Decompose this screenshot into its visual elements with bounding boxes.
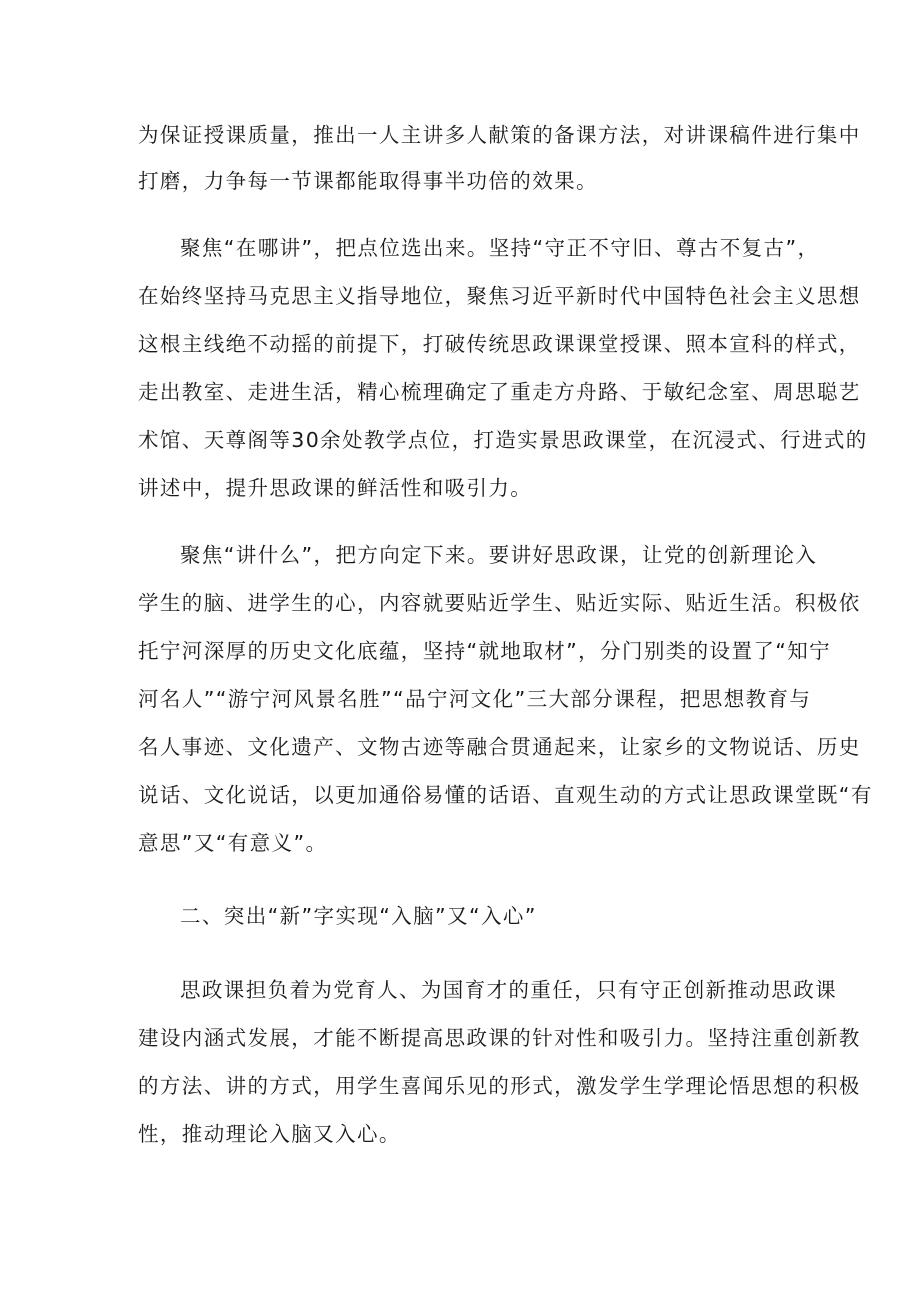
paragraph-1-line-1: 为保证授课质量，推出一人主讲多人献策的备课方法，对讲课稿件进行集中 <box>138 123 861 147</box>
paragraph-3-line-5: 名人事迹、文化遗产、文物古迹等融合贯通起来，让家乡的文物说话、历史 <box>138 735 861 759</box>
paragraph-3-line-6: 说话、文化说话，以更加通俗易懂的话语、直观生动的方式让思政课堂既“有 <box>138 783 873 807</box>
paragraph-3-line-7: 意思”又“有意义”。 <box>138 831 328 855</box>
section-heading: 二、突出“新”字实现“入脑”又“入心” <box>180 904 537 928</box>
paragraph-2-line-5: 术馆、天尊阁等30余处教学点位，打造实景思政课堂，在沉浸式、行进式的 <box>138 428 868 452</box>
paragraph-3-line-2: 学生的脑、进学生的心，内容就要贴近学生、贴近实际、贴近生活。积极依 <box>138 591 861 615</box>
paragraph-4-line-3: 的方法、讲的方式，用学生喜闻乐见的形式，激发学生学理论悟思想的积极 <box>138 1074 861 1098</box>
paragraph-2-line-2: 在始终坚持马克思主义指导地位，聚焦习近平新时代中国特色社会主义思想 <box>138 284 861 308</box>
paragraph-2-line-6: 讲述中，提升思政课的鲜活性和吸引力。 <box>138 476 533 500</box>
paragraph-1-line-2: 打磨，力争每一节课都能取得事半功倍的效果。 <box>138 169 598 193</box>
paragraph-4-line-1: 思政课担负着为党育人、为国育才的重任，只有守正创新推动思政课 <box>180 978 837 1002</box>
paragraph-4-line-2: 建设内涵式发展，才能不断提高思政课的针对性和吸引力。坚持注重创新教 <box>138 1026 861 1050</box>
paragraph-2-line-4: 走出教室、走进生活，精心梳理确定了重走方舟路、于敏纪念室、周思聪艺 <box>138 380 861 404</box>
paragraph-2-line-1: 聚焦“在哪讲”，把点位选出来。坚持“守正不守旧、尊古不复古”， <box>180 236 820 260</box>
paragraph-3-line-1: 聚焦“讲什么”，把方向定下来。要讲好思政课，让党的创新理论入 <box>180 543 818 567</box>
paragraph-3-line-4: 河名人”“游宁河风景名胜”“品宁河文化”三大部分课程，把思想教育与 <box>138 687 812 711</box>
paragraph-3-line-3: 托宁河深厚的历史文化底蕴，坚持“就地取材”，分门别类的设置了“知宁 <box>138 639 832 663</box>
paragraph-2-line-3: 这根主线绝不动摇的前提下，打破传统思政课课堂授课、照本宣科的样式， <box>138 332 861 356</box>
paragraph-4-line-4: 性，推动理论入脑又入心。 <box>138 1122 401 1146</box>
